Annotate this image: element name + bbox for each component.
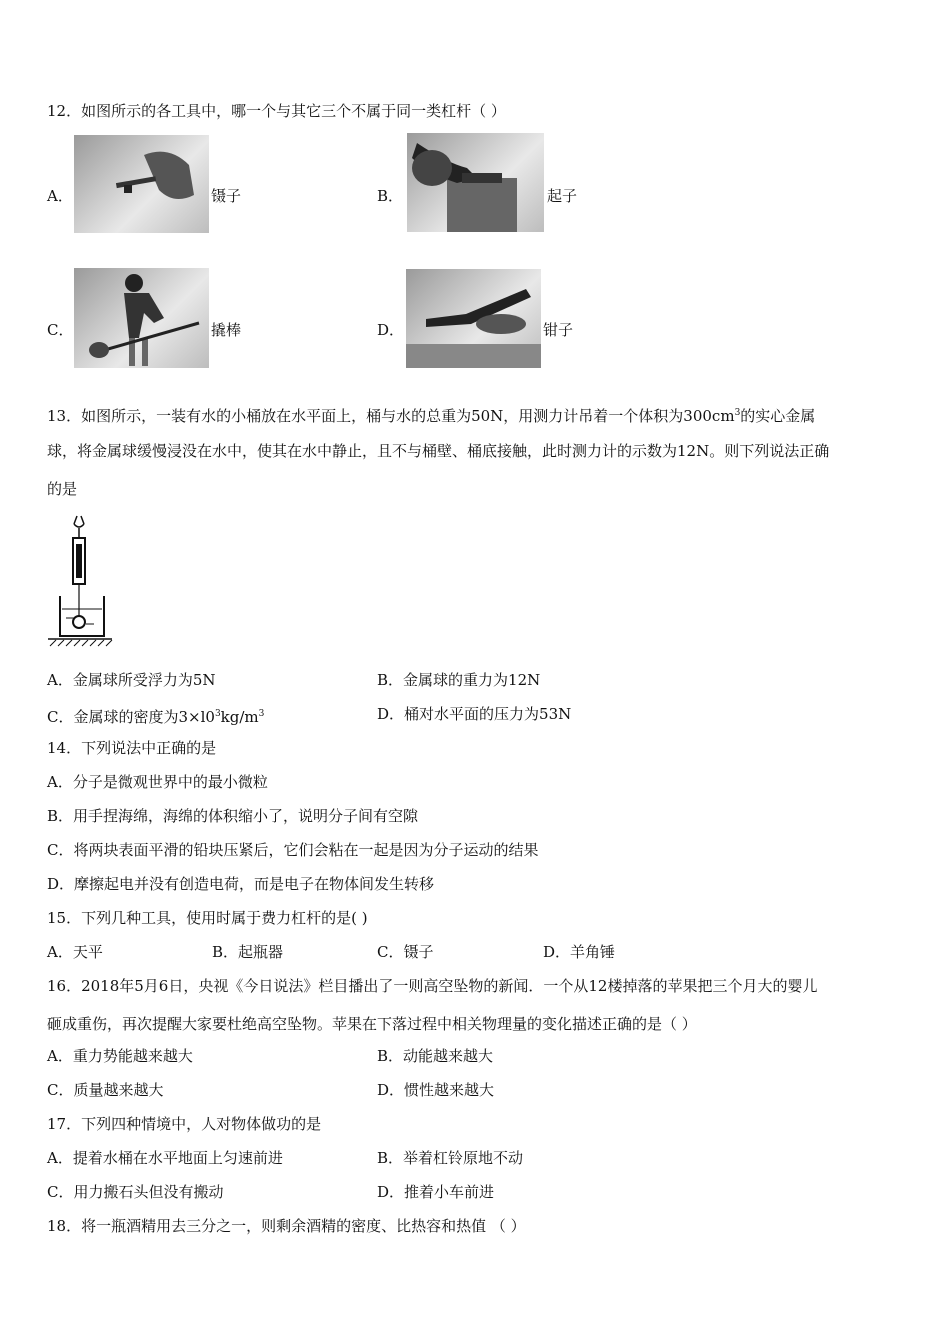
q12-option-b-label: 起子 bbox=[547, 187, 578, 205]
q13-stem-line2: 球，将金属球缓慢浸没在水中，使其在水中静止，且不与桶壁、桶底接触，此时测力计的示数为12N。则下列说法正确 bbox=[47, 442, 830, 460]
q16-stem-line2: 砸成重伤，再次提醒大家要杜绝高空坠物。苹果在下落过程中相关物理量的变化描述正确的是（ ） bbox=[47, 1015, 697, 1033]
q15-option-d: D．羊角锤 bbox=[543, 943, 616, 961]
q12-stem: 12．如图所示的各工具中，哪一个与其它三个不属于同一类杠杆（ ） bbox=[47, 102, 506, 120]
q13-stem-line1: 13．如图所示，一装有水的小桶放在水平面上，桶与水的总重为50N，用测力计吊着一个体积为$300cm^3$的实心金属 bbox=[47, 407, 816, 425]
q13-stem-line3: 的是 bbox=[47, 480, 78, 498]
q13-option-c: C．金属球的密度为$3\times l0^3kg/m^3$ bbox=[47, 708, 265, 726]
q16-stem-line1: 16．2018年5月6日，央视《今日说法》栏目播出了一则高空坠物的新闻．一个从12楼掉落的苹果把三个月大的婴儿 bbox=[47, 977, 818, 995]
crowbar-image bbox=[74, 268, 209, 368]
q14-option-c: C．将两块表面平滑的铅块压紧后，它们会粘在一起是因为分子运动的结果 bbox=[47, 841, 539, 859]
q12-option-d-letter: D． bbox=[377, 321, 405, 339]
q18-stem: 18．将一瓶酒精用去三分之一，则剩余酒精的密度、比热容和热值 （ ） bbox=[47, 1217, 526, 1235]
q14-option-b: B．用手捏海绵，海绵的体积缩小了，说明分子间有空隙 bbox=[47, 807, 419, 825]
pliers-image bbox=[406, 269, 541, 368]
q15-stem: 15．下列几种工具，使用时属于费力杠杆的是( ) bbox=[47, 909, 368, 927]
bottle-opener-image bbox=[407, 133, 544, 232]
q17-option-c: C．用力搬石头但没有搬动 bbox=[47, 1183, 224, 1201]
tweezers-image bbox=[74, 135, 209, 233]
q17-option-a: A．提着水桶在水平地面上匀速前进 bbox=[47, 1149, 283, 1167]
q13-option-d: D．桶对水平面的压力为53N bbox=[377, 705, 572, 723]
q12-option-b-letter: B． bbox=[377, 187, 404, 205]
q12-option-a-letter: A． bbox=[47, 187, 73, 205]
q16-option-a: A．重力势能越来越大 bbox=[47, 1047, 193, 1065]
q14-option-a: A．分子是微观世界中的最小微粒 bbox=[47, 773, 268, 791]
q17-option-d: D．推着小车前进 bbox=[377, 1183, 495, 1201]
q12-option-c-letter: C． bbox=[47, 321, 74, 339]
q12-option-d-label: 钳子 bbox=[543, 321, 574, 339]
q14-stem: 14．下列说法中正确的是 bbox=[47, 739, 217, 757]
q15-option-c: C．镊子 bbox=[377, 943, 434, 961]
q15-option-a: A．天平 bbox=[47, 943, 103, 961]
q13-option-b: B．金属球的重力为12N bbox=[377, 671, 541, 689]
q13-option-a: A．金属球所受浮力为5N bbox=[47, 671, 216, 689]
q14-option-d: D．摩擦起电并没有创造电荷，而是电子在物体间发生转移 bbox=[47, 875, 435, 893]
q17-option-b: B．举着杠铃原地不动 bbox=[377, 1149, 524, 1167]
q16-option-d: D．惯性越来越大 bbox=[377, 1081, 495, 1099]
q17-stem: 17．下列四种情境中，人对物体做功的是 bbox=[47, 1115, 322, 1133]
q16-option-c: C．质量越来越大 bbox=[47, 1081, 164, 1099]
q12-option-c-label: 撬棒 bbox=[211, 321, 242, 339]
q12-option-a-label: 镊子 bbox=[211, 187, 242, 205]
q15-option-b: B．起瓶器 bbox=[212, 943, 284, 961]
spring-scale-bucket-diagram bbox=[44, 514, 114, 649]
q16-option-b: B．动能越来越大 bbox=[377, 1047, 494, 1065]
